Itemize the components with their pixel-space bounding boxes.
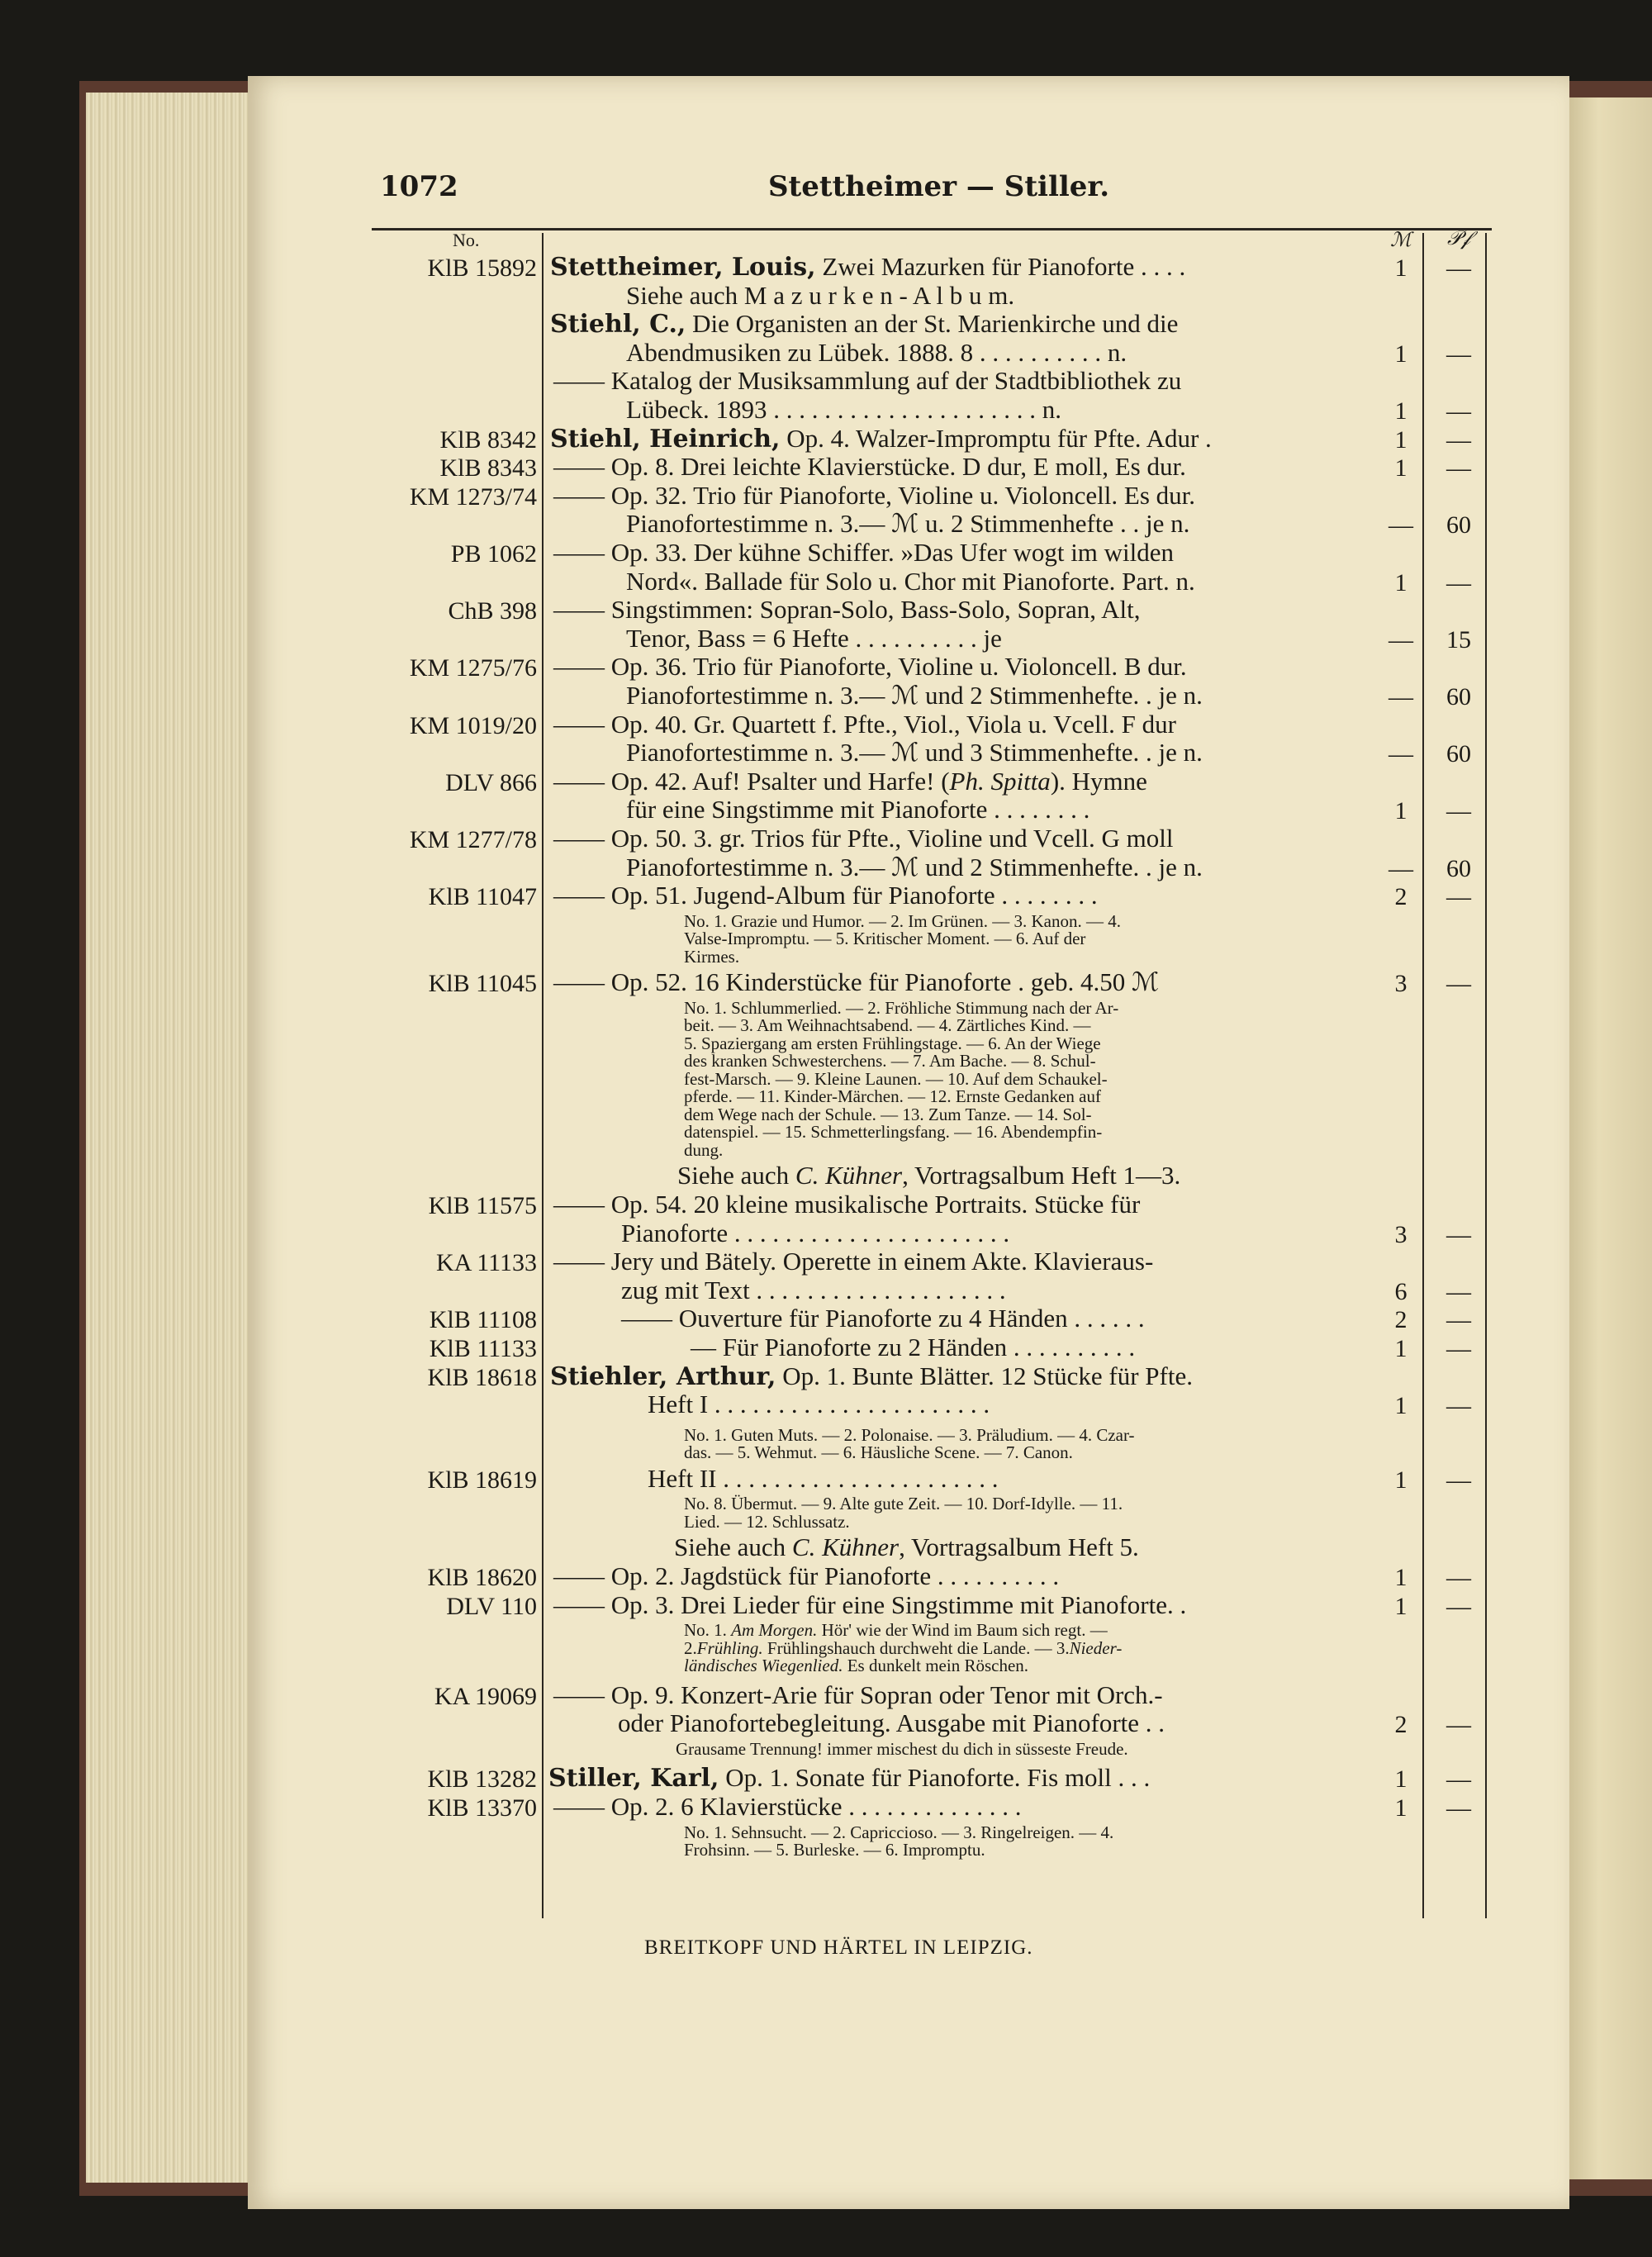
catalog-number: KlB 18618 — [427, 1363, 537, 1391]
price-mark: 1 — [1394, 1335, 1408, 1362]
pf-column-label: 𝒫𝒻 — [1446, 228, 1470, 249]
catalog-number: KA 19069 — [434, 1682, 537, 1710]
entry-text: — Für Pianoforte zu 2 Händen . . . . . . . . . . — [691, 1333, 1136, 1361]
catalog-number: KM 1273/74 — [409, 482, 537, 511]
catalog-number: ChB 398 — [448, 597, 537, 625]
contents-note: No. 1. Grazie und Humor. — 2. Im Grünen. — 3. Kanon. — 4. — [684, 910, 1121, 931]
price-mark: — — [1389, 511, 1413, 539]
entry-text: —— Op. 42. Auf! Psalter und Harfe! (Ph. Spitta). Hymne — [553, 766, 1147, 796]
entry-text: Stiller, Karl, Op. 1. Sonate für Pianoforte. Fis moll . . . — [548, 1763, 1151, 1794]
price-mark: 3 — [1394, 970, 1408, 998]
column-divider — [1422, 233, 1424, 1918]
contents-note: 2.Frühling. Frühlingshauch durchweht die Lande. — 3.Nieder- — [684, 1637, 1123, 1658]
price-pf: — — [1446, 568, 1471, 596]
facing-page-edge — [1563, 97, 1652, 2179]
entry-text: —— Op. 3. Drei Lieder für eine Singstimme mit Pianoforte. . — [553, 1589, 1187, 1619]
entry-text: —— Singstimmen: Sopran-Solo, Bass-Solo, Sopran, Alt, — [553, 595, 1141, 625]
price-pf: 15 — [1446, 625, 1471, 653]
price-pf: — — [1446, 1711, 1471, 1739]
price-pf: — — [1446, 1765, 1471, 1794]
price-pf: — — [1446, 883, 1471, 911]
catalog-number: DLV 866 — [445, 768, 537, 796]
price-pf: — — [1446, 797, 1471, 825]
catalog-number: KlB 8342 — [439, 425, 537, 454]
price-mark: — — [1389, 683, 1413, 710]
price-pf: — — [1446, 1794, 1471, 1822]
price-mark: 6 — [1394, 1277, 1408, 1305]
mark-column-label: ℳ — [1390, 230, 1412, 251]
entry-text: —— Op. 36. Trio für Pianoforte, Violine u. Violoncell. B dur. — [553, 652, 1187, 682]
price-pf: 60 — [1446, 511, 1471, 539]
entry-text: Heft II . . . . . . . . . . . . . . . . . . . . . . — [648, 1463, 999, 1493]
price-mark: 2 — [1394, 883, 1408, 911]
catalog-number: KlB 11575 — [428, 1192, 537, 1219]
contents-note: pferde. — 11. Kinder-Märchen. — 12. Ernste Gedanken auf — [684, 1086, 1101, 1107]
column-divider — [1485, 233, 1487, 1918]
price-mark: 1 — [1394, 254, 1408, 282]
catalog-number: KM 1019/20 — [409, 711, 537, 739]
entry-text: —— Op. 51. Jugend-Album für Pianoforte . . . . . . . . — [553, 881, 1098, 910]
catalog-number: KM 1277/78 — [409, 826, 537, 853]
entry-text: —— Op. 50. 3. gr. Trios für Pfte., Violine und Vcell. G moll — [553, 824, 1174, 853]
contents-note: No. 8. Übermut. — 9. Alte gute Zeit. — 10. Dorf-Idylle. — 11. — [684, 1494, 1123, 1514]
contents-note: Frohsinn. — 5. Burleske. — 6. Impromptu. — [684, 1840, 985, 1860]
catalog-number: KlB 15892 — [427, 254, 537, 282]
catalog-number: KlB 11047 — [428, 883, 537, 911]
entry-text: Nord«. Ballade für Solo u. Chor mit Pianoforte. Part. n. — [626, 566, 1195, 596]
entry-text: Pianofortestimme n. 3.— ℳ und 2 Stimmenhefte. . je n. — [626, 681, 1203, 710]
price-pf: — — [1446, 454, 1471, 482]
contents-note: des kranken Schwesterchens. — 7. Am Bache. — 8. Schul- — [684, 1051, 1096, 1071]
entry-text: oder Pianofortebegleitung. Ausgabe mit Pianoforte . . — [618, 1708, 1165, 1738]
catalog-number: PB 1062 — [450, 540, 537, 568]
contents-note: dung. — [684, 1139, 724, 1160]
price-pf: — — [1446, 1564, 1471, 1591]
price-pf: — — [1446, 1277, 1471, 1305]
number-column-label: No. — [453, 230, 480, 250]
price-mark: — — [1389, 740, 1413, 768]
price-pf: 60 — [1446, 683, 1471, 710]
price-pf: — — [1446, 1592, 1471, 1620]
page-edges — [86, 93, 259, 2183]
entry-text: für eine Singstimme mit Pianoforte . . . . . . . . — [626, 795, 1090, 824]
price-mark: 1 — [1394, 1466, 1408, 1494]
entry-text: Abendmusiken zu Lübek. 1888. 8 . . . . . . . . . . n. — [626, 337, 1127, 367]
contents-note: fest-Marsch. — 9. Kleine Launen. — 10. Auf dem Schaukel- — [684, 1068, 1108, 1089]
contents-note: No. 1. Am Morgen. Hör' wie der Wind im Baum sich regt. — — [684, 1620, 1108, 1641]
price-pf: 60 — [1446, 854, 1471, 882]
contents-note: Lied. — 12. Schlussatz. — [684, 1511, 850, 1532]
price-pf: — — [1446, 397, 1471, 425]
entry-text: Siehe auch C. Kühner, Vortragsalbum Heft 1—3. — [677, 1161, 1181, 1190]
publisher-footer: BREITKOPF UND HÄRTEL IN LEIPZIG. — [644, 1936, 1033, 1959]
price-mark: 2 — [1394, 1711, 1408, 1739]
price-mark: 2 — [1394, 1306, 1408, 1334]
entry-text: Pianofortestimme n. 3.— ℳ und 2 Stimmenhefte. . je n. — [626, 852, 1203, 881]
catalog-number: DLV 110 — [446, 1592, 537, 1620]
entry-text: Pianofortestimme n. 3.— ℳ u. 2 Stimmenhefte . . je n. — [626, 509, 1190, 539]
price-mark: 1 — [1394, 425, 1408, 454]
catalog-number: KA 11133 — [436, 1249, 537, 1277]
entry-text: Heft I . . . . . . . . . . . . . . . . . . . . . . — [648, 1390, 990, 1419]
contents-note: Grausame Trennung! immer mischest du dich in süsseste Freude. — [676, 1738, 1128, 1759]
price-pf: — — [1446, 425, 1471, 454]
price-mark: 1 — [1394, 454, 1408, 482]
catalog-number: KlB 11133 — [429, 1335, 537, 1362]
price-mark: — — [1389, 625, 1413, 653]
price-mark: 3 — [1394, 1220, 1408, 1248]
price-pf: — — [1446, 1220, 1471, 1248]
entry-text: Siehe auch M a z u r k e n - A l b u m. — [626, 280, 1015, 310]
catalog-number: KlB 18620 — [427, 1564, 537, 1591]
price-pf: — — [1446, 1392, 1471, 1420]
entry-text: —— Katalog der Musiksammlung auf der Stadtbibliothek zu — [553, 366, 1182, 396]
entry-text: —— Op. 33. Der kühne Schiffer. »Das Ufer wogt im wilden — [553, 538, 1175, 567]
page-title: Stettheimer — Stiller. — [768, 170, 1110, 203]
contents-note: das. — 5. Wehmut. — 6. Häusliche Scene. — 7. Canon. — [684, 1442, 1073, 1463]
entry-text: Siehe auch C. Kühner, Vortragsalbum Heft 5. — [674, 1532, 1139, 1562]
entry-text: —— Op. 52. 16 Kinderstücke für Pianoforte . geb. 4.50 ℳ — [553, 967, 1160, 997]
contents-note: ländisches Wiegenlied. Es dunkelt mein Röschen. — [684, 1656, 1029, 1676]
entry-text: —— Op. 8. Drei leichte Klavierstücke. D dur, E moll, Es dur. — [553, 452, 1186, 482]
catalog-number: KM 1275/76 — [409, 654, 537, 682]
price-mark: — — [1389, 854, 1413, 882]
price-pf: — — [1446, 1466, 1471, 1494]
entry-text: —— Ouverture für Pianoforte zu 4 Händen . . . . . . — [621, 1304, 1145, 1333]
entry-text: —— Op. 2. 6 Klavierstücke . . . . . . . . . . . . . . — [553, 1792, 1022, 1821]
contents-note: datenspiel. — 15. Schmetterlingsfang. — 16. Abendempfin- — [684, 1122, 1103, 1143]
price-pf: — — [1446, 970, 1471, 998]
contents-note: Valse-Impromptu. — 5. Kritischer Moment. — 6. Auf der — [684, 929, 1086, 949]
entry-text: Pianoforte . . . . . . . . . . . . . . . . . . . . . . — [621, 1218, 1010, 1247]
entry-text: Stiehl, Heinrich, Op. 4. Walzer-Impromptu für Pfte. Adur . — [550, 423, 1212, 454]
catalog-number: KlB 11045 — [428, 970, 537, 998]
entry-text: Stiehl, C., Die Organisten an der St. Marienkirche und die — [550, 309, 1179, 340]
price-pf: — — [1446, 1306, 1471, 1334]
entry-text: Stettheimer, Louis, Zwei Mazurken für Pianoforte . . . . — [550, 252, 1186, 282]
page-number: 1072 — [380, 170, 458, 203]
catalog-number: KlB 11108 — [429, 1306, 537, 1334]
entry-text: Pianofortestimme n. 3.— ℳ und 3 Stimmenhefte. . je n. — [626, 738, 1203, 767]
price-mark: 1 — [1394, 397, 1408, 425]
entry-text: —— Op. 9. Konzert-Arie für Sopran oder Tenor mit Orch.- — [553, 1680, 1163, 1709]
price-mark: 1 — [1394, 340, 1408, 368]
contents-note: No. 1. Schlummerlied. — 2. Fröhliche Stimmung nach der Ar- — [684, 997, 1119, 1018]
price-pf: — — [1446, 1335, 1471, 1362]
price-mark: 1 — [1394, 1564, 1408, 1591]
contents-note: No. 1. Guten Muts. — 2. Polonaise. — 3. Präludium. — 4. Czar- — [684, 1424, 1135, 1445]
entry-text: Tenor, Bass = 6 Hefte . . . . . . . . . . je — [626, 623, 1002, 653]
catalog-number: KlB 13282 — [427, 1765, 537, 1794]
price-pf: — — [1446, 254, 1471, 282]
entry-text: —— Op. 2. Jagdstück für Pianoforte . . . . . . . . . . — [553, 1561, 1060, 1590]
entry-text: —— Op. 54. 20 kleine musikalische Portraits. Stücke für — [553, 1190, 1141, 1219]
entry-text: zug mit Text . . . . . . . . . . . . . . . . . . . . — [621, 1275, 1006, 1304]
entry-text: Stiehler, Arthur, Op. 1. Bunte Blätter. 12 Stücke für Pfte. — [550, 1361, 1193, 1391]
column-divider — [542, 233, 544, 1918]
price-mark: 1 — [1394, 1592, 1408, 1620]
price-mark: 1 — [1394, 568, 1408, 596]
entry-text: —— Op. 32. Trio für Pianoforte, Violine u. Violoncell. Es dur. — [553, 480, 1195, 510]
contents-note: No. 1. Sehnsucht. — 2. Capriccioso. — 3. Ringelreigen. — 4. — [684, 1822, 1114, 1842]
entry-text: —— Jery und Bätely. Operette in einem Akte. Klavieraus- — [553, 1247, 1154, 1276]
contents-note: beit. — 3. Am Weihnachtsabend. — 4. Zärtliches Kind. — — [684, 1015, 1091, 1036]
price-pf: — — [1446, 340, 1471, 368]
entry-text: —— Op. 40. Gr. Quartett f. Pfte., Viol., Viola u. Vcell. F dur — [553, 709, 1176, 739]
catalog-number: KlB 8343 — [439, 454, 537, 482]
contents-note: dem Wege nach der Schule. — 13. Zum Tanze. — 14. Sol- — [684, 1104, 1092, 1124]
contents-note: 5. Spaziergang am ersten Frühlingstage. — 6. An der Wiege — [684, 1033, 1101, 1053]
price-mark: 1 — [1394, 1794, 1408, 1822]
price-pf: 60 — [1446, 740, 1471, 768]
contents-note: Kirmes. — [684, 946, 740, 967]
price-mark: 1 — [1394, 1392, 1408, 1420]
price-mark: 1 — [1394, 797, 1408, 825]
catalog-number: KlB 13370 — [427, 1794, 537, 1822]
price-mark: 1 — [1394, 1765, 1408, 1794]
header-rule — [372, 228, 1492, 230]
entry-text: Lübeck. 1893 . . . . . . . . . . . . . . . . . . . . . n. — [626, 395, 1061, 424]
catalog-number: KlB 18619 — [427, 1466, 537, 1494]
